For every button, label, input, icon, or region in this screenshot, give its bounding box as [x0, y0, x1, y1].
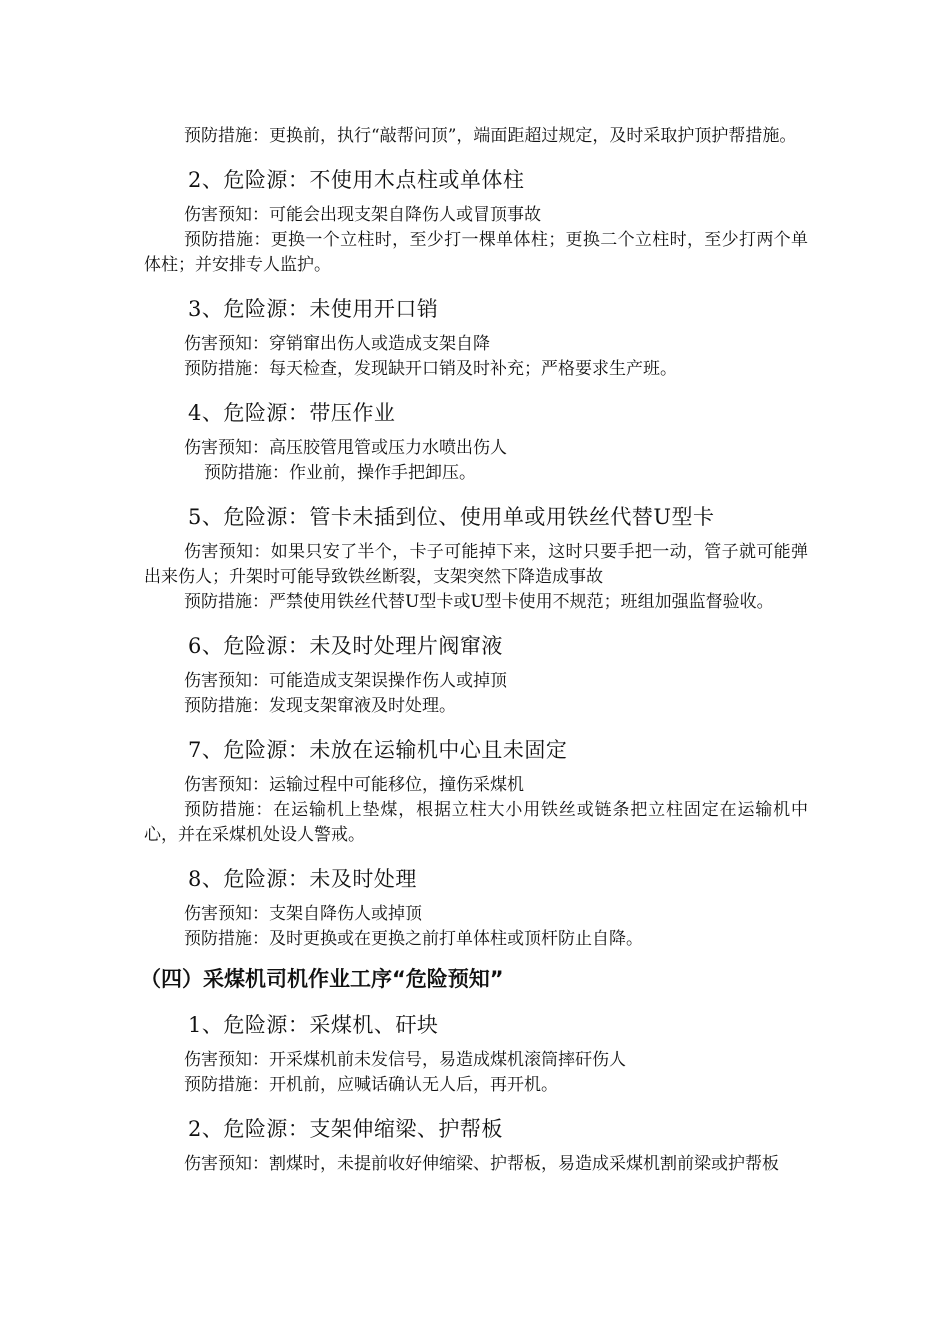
hazard-heading: 2、危险源：支架伸缩梁、护帮板	[188, 1117, 503, 1141]
hazard-heading: 7、危险源：未放在运输机中心且未固定	[188, 738, 568, 762]
paragraph: 预防措施：作业前，操作手把卸压。	[204, 463, 476, 483]
paragraph: 伤害预知：支架自降伤人或掉顶	[184, 904, 422, 924]
paragraph: 预防措施：发现支架窜液及时处理。	[184, 696, 456, 716]
paragraph: 伤害预知：穿销窜出伤人或造成支架自降	[184, 334, 490, 354]
hazard-heading: 3、危险源：未使用开口销	[188, 297, 439, 321]
paragraph: 伤害预知：开采煤机前未发信号，易造成煤机滚筒摔矸伤人	[184, 1050, 626, 1070]
section-title: （四）采煤机司机作业工序“危险预知”	[140, 967, 504, 991]
paragraph: 伤害预知：可能造成支架误操作伤人或掉顶	[184, 671, 507, 691]
paragraph: 预防措施：更换前，执行“敲帮问顶”，端面距超过规定，及时采取护顶护帮措施。	[184, 126, 797, 146]
paragraph: 预防措施：每天检查，发现缺开口销及时补充；严格要求生产班。	[184, 359, 677, 379]
hazard-heading: 1、危险源：采煤机、矸块	[188, 1013, 439, 1037]
paragraph: 伤害预知：运输过程中可能移位，撞伤采煤机	[184, 775, 524, 795]
paragraph: 伤害预知：割煤时，未提前收好伸缩梁、护帮板，易造成采煤机割前梁或护帮板	[184, 1154, 779, 1174]
hazard-heading: 5、危险源：管卡未插到位、使用单或用铁丝代替U型卡	[188, 505, 715, 529]
hazard-heading: 4、危险源：带压作业	[188, 401, 396, 425]
hazard-heading: 8、危险源：未及时处理	[188, 867, 417, 891]
paragraph: 伤害预知：如果只安了半个，卡子可能掉下来，这时只要手把一动，管子就可能弹出来伤人；升架时可能导致铁丝断裂，支架突然下降造成事故	[144, 542, 808, 587]
paragraph: 预防措施：严禁使用铁丝代替U型卡或U型卡使用不规范；班组加强监督验收。	[184, 592, 774, 612]
paragraph: 预防措施：更换一个立柱时，至少打一棵单体柱；更换二个立柱时，至少打两个单体柱；并安排专人监护。	[144, 230, 808, 275]
hazard-heading: 6、危险源：未及时处理片阀窜液	[188, 634, 503, 658]
hazard-heading: 2、危险源：不使用木点柱或单体柱	[188, 168, 525, 192]
paragraph: 伤害预知：可能会出现支架自降伤人或冒顶事故	[184, 205, 541, 225]
paragraph: 伤害预知：高压胶管甩管或压力水喷出伤人	[184, 438, 507, 458]
document-content	[140, 124, 808, 1177]
paragraph: 预防措施：开机前，应喊话确认无人后，再开机。	[184, 1075, 558, 1095]
paragraph: 预防措施：及时更换或在更换之前打单体柱或顶杆防止自降。	[184, 929, 643, 949]
paragraph: 预防措施：在运输机上垫煤，根据立柱大小用铁丝或链条把立柱固定在运输机中心，并在采煤机处设人警戒。	[144, 800, 808, 845]
